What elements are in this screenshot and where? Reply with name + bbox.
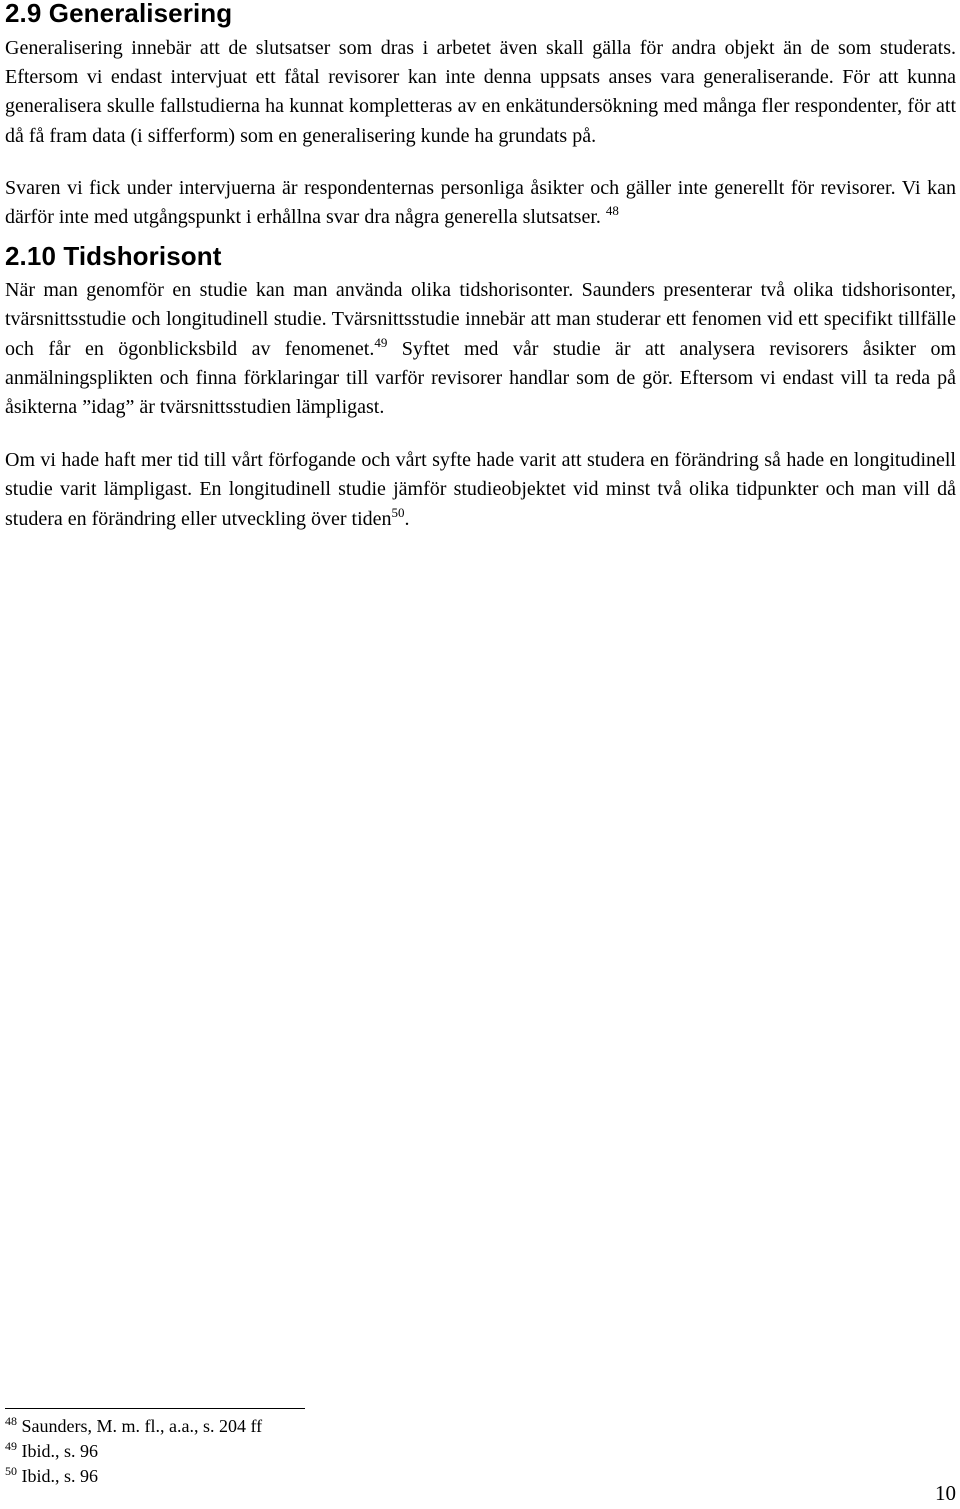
paragraph <box>5 174 956 232</box>
paragraph-text: Syftet med vår studie är att analysera revisorers åsikter om anmälningsplikten och finna förklaringar till varför revisorer handlar som de gör. Eftersom vi endast vill ta reda på åsikterna ”idag” är tvärsnittsstudien lämpligast. <box>5 337 957 419</box>
footnote <box>5 1439 605 1464</box>
paragraph-text: . <box>404 507 410 530</box>
paragraph <box>5 34 956 151</box>
section-heading-tidshorisont: 2.10 Tidshorisont <box>5 241 222 272</box>
paragraph <box>5 446 956 534</box>
footnote-text: Ibid., s. 96 <box>17 1466 98 1486</box>
paragraph-text: Generalisering innebär att de slutsatser som dras i arbetet även skall gälla för andra objekt än de som studerats. Eftersom vi endast intervjuat ett fåtal revisorer kan inte denna uppsats anses vara generaliserande. För att kunna generalisera skulle fallstudierna ha kunnat kompletteras av en enkätundersökning med många fler respondenter, för att då få fram data (i sifferform) som en generalisering kunde ha grundats på. <box>5 37 956 147</box>
footnote <box>5 1414 605 1439</box>
footnote-text: Saunders, M. m. fl., a.a., s. 204 ff <box>17 1416 263 1436</box>
footnote-number: 49 <box>5 1439 17 1453</box>
paragraph-text: När man genomför en studie kan man använda olika tidshorisonter. Saunders presenterar två olika tidshorisonter, tvärsnittsstudie och longitudinell studie. Tvärsnittsstudie innebär att man studerar ett fenomen vid ett specifikt tillfälle och får en ögonblicksbild av fenomenet. <box>5 279 956 360</box>
footnote-reference: 50 <box>391 504 405 520</box>
paragraph-text: Om vi hade haft mer tid till vårt förfogande och vårt syfte hade varit att studera en förändring så hade en longitudinell studie varit lämpligast. En longitudinell studie jämför studieobjektet vid minst två olika tidpunkter och man vill då studera en förändring eller utveckling över tiden <box>5 449 956 530</box>
footnotes <box>5 1408 605 1489</box>
footnote-text: Ibid., s. 96 <box>17 1441 98 1461</box>
footnote-reference: 48 <box>605 203 619 219</box>
footnote-divider <box>5 1408 305 1409</box>
footnote-number: 50 <box>5 1464 17 1478</box>
section-heading-generalisering: 2.9 Generalisering <box>5 0 233 28</box>
footnote-reference: 49 <box>374 334 388 350</box>
document-page <box>5 0 956 534</box>
page-number: 10 <box>935 1481 956 1505</box>
footnote-number: 48 <box>5 1414 17 1428</box>
paragraph <box>5 276 956 422</box>
paragraph-text: Svaren vi fick under intervjuerna är respondenternas personliga åsikter och gäller inte generellt för revisorer. Vi kan därför inte med utgångspunkt i erhållna svar dra några generella slutsatser. <box>5 176 956 229</box>
footnote <box>5 1464 605 1489</box>
